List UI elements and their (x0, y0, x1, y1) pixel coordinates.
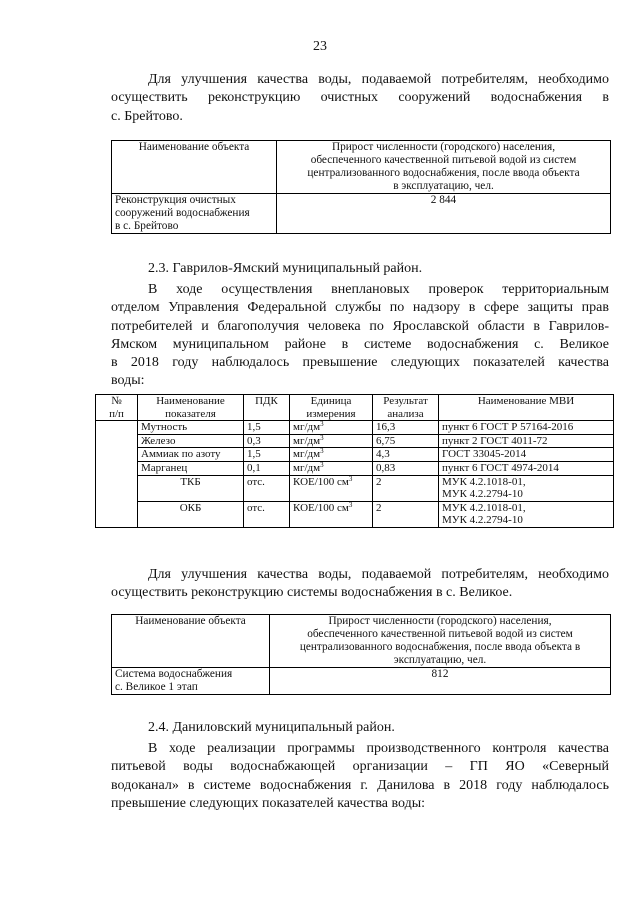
cell-unit (290, 448, 373, 462)
header-line: эксплуатацию, чел. (393, 654, 487, 666)
header-population-growth (277, 141, 611, 194)
header-indicator (138, 395, 244, 421)
cell-pdk: 0,1 (244, 461, 290, 475)
table-header-row (112, 141, 611, 194)
cell-unit (290, 461, 373, 475)
paragraph-velikoe (111, 566, 609, 603)
paragraph-line: Ямском муниципальном районе в системе водоснабжения с. Великое (111, 336, 609, 352)
header-line: Наименование (156, 395, 225, 407)
cell-line: с. Великое 1 этап (115, 681, 198, 693)
cell-unit (290, 421, 373, 435)
cell-object-name (112, 668, 270, 695)
paragraph-line: Для улучшения качества воды, подаваемой потребителям, необходимо (148, 567, 609, 582)
paragraph-line: В ходе осуществления внеплановых проверок территориальным (148, 282, 609, 297)
cell-indicator: Аммиак по азоту (138, 448, 244, 462)
cell-line: Система водоснабжения (115, 668, 233, 680)
paragraph-line: осуществить реконструкцию очистных сооружений водоснабжения в (111, 90, 609, 106)
header-line: в эксплуатацию, чел. (393, 180, 494, 192)
cell-object-name (112, 194, 277, 234)
cell-line: МУК 4.2.2794-10 (442, 488, 523, 501)
header-line: Прирост численности (городского) населения, (328, 615, 552, 627)
table-row (96, 421, 614, 435)
unit-text: КОЕ/100 см (293, 501, 349, 514)
unit-superscript: 3 (320, 447, 324, 456)
cell-line: в с. Брейтово (115, 220, 179, 232)
cell-number (96, 448, 138, 462)
header-line: анализа (387, 407, 424, 420)
header-line: Прирост численности (городского) населения, (331, 141, 556, 153)
header-population-growth (270, 615, 611, 668)
cell-result: 2 (373, 501, 439, 527)
table-velikoe (111, 614, 611, 695)
cell-indicator: ОКБ (138, 501, 244, 527)
paragraph-line: отделом Управления Федеральной службы по надзору в сфере защиты прав (111, 300, 609, 316)
header-line: № (111, 395, 122, 407)
header-line: обеспеченного качественной питьевой водой из систем (310, 154, 577, 166)
cell-population-value: 812 (270, 668, 611, 695)
table-row (96, 461, 614, 475)
table-breytovo (111, 140, 611, 234)
header-line: измерения (306, 407, 356, 420)
unit-superscript: 3 (320, 433, 324, 442)
header-line: Результат (383, 395, 428, 407)
cell-line: МУК 4.2.1018-01, (442, 501, 526, 514)
cell-pdk: 1,5 (244, 421, 290, 435)
section-heading-2-4: 2.4. Даниловский муниципальный район. (148, 720, 395, 735)
paragraph-breytovo (111, 71, 609, 126)
unit-superscript: 3 (320, 420, 324, 429)
paragraph-line: в 2018 году наблюдалось превышение следующих показателей качества (111, 355, 609, 371)
unit-superscript: 3 (348, 500, 353, 509)
cell-result: 2 (373, 475, 439, 501)
table-row (96, 501, 614, 527)
cell-pdk: отс. (244, 501, 290, 527)
section-heading-2-3: 2.3. Гаврилов-Ямский муниципальный район. (148, 261, 423, 276)
header-line: обеспеченного качественной питьевой водой из систем (307, 628, 573, 640)
cell-result: 6,75 (373, 434, 439, 448)
cell-method: пункт 6 ГОСТ 4974-2014 (439, 461, 614, 475)
cell-number (96, 501, 138, 527)
cell-unit (290, 434, 373, 448)
cell-indicator: Марганец (138, 461, 244, 475)
header-object-name: Наименование объекта (112, 615, 270, 668)
cell-unit (290, 501, 373, 527)
unit-text: мг/дм (293, 448, 321, 461)
cell-pdk: 1,5 (244, 448, 290, 462)
cell-line: МУК 4.2.1018-01, (442, 475, 526, 488)
header-result (373, 395, 439, 421)
unit-text: мг/дм (293, 434, 321, 447)
paragraph-line: воды: (111, 373, 145, 389)
unit-superscript: 3 (348, 474, 353, 483)
table-water-quality (95, 394, 614, 528)
cell-method (439, 475, 614, 501)
cell-method: пункт 6 ГОСТ Р 57164-2016 (439, 421, 614, 435)
cell-number (96, 475, 138, 501)
cell-method: ГОСТ 33045-2014 (439, 448, 614, 462)
cell-line: Реконструкция очистных (115, 194, 236, 206)
paragraph-line: превышение следующих показателей качества воды: (111, 795, 426, 811)
unit-text: мг/дм (293, 421, 321, 434)
table-header-row (112, 615, 611, 668)
table-row (96, 434, 614, 448)
table-row (96, 475, 614, 501)
cell-method: пункт 2 ГОСТ 4011-72 (439, 434, 614, 448)
unit-superscript: 3 (320, 460, 324, 469)
header-line: централизованного водоснабжения, после ввода объекта в (299, 641, 581, 653)
unit-text: мг/дм (293, 461, 321, 474)
cell-result: 0,83 (373, 461, 439, 475)
header-object-name: Наименование объекта (112, 141, 277, 194)
page-number: 23 (313, 39, 327, 54)
header-line: показателя (165, 407, 216, 420)
table-row (96, 448, 614, 462)
header-unit (290, 395, 373, 421)
cell-number (96, 421, 138, 435)
paragraph-line: с. Брейтово. (111, 108, 183, 124)
cell-number (96, 461, 138, 475)
paragraph-line: потребителей и благополучия человека по Ярославской области в Гаврилов- (111, 318, 609, 334)
paragraph-line: водоканал» в системе водоснабжения г. Данилова в 2018 году наблюдалось (111, 777, 609, 793)
paragraph-line: питьевой воды водоснабжающей организации – ГП ЯО «Северный (111, 759, 609, 775)
cell-indicator: Мутность (138, 421, 244, 435)
header-line: Единица (310, 395, 352, 407)
cell-indicator: ТКБ (138, 475, 244, 501)
header-line: п/п (109, 407, 124, 420)
table-row (112, 194, 611, 234)
paragraph-line: В ходе реализации программы производственного контроля качества (148, 741, 609, 756)
cell-pdk: отс. (244, 475, 290, 501)
cell-population-value: 2 844 (277, 194, 611, 234)
cell-result: 16,3 (373, 421, 439, 435)
header-pdk: ПДК (244, 395, 290, 421)
header-method: Наименование МВИ (439, 395, 614, 421)
cell-indicator: Железо (138, 434, 244, 448)
cell-line: сооружений водоснабжения (115, 207, 250, 219)
unit-text: КОЕ/100 см (293, 475, 349, 488)
paragraph-line: осуществить реконструкцию системы водоснабжения в с. Великое. (111, 585, 513, 601)
header-line: централизованного водоснабжения, после ввода объекта (307, 167, 580, 179)
table-header-row (96, 395, 614, 421)
cell-unit (290, 475, 373, 501)
cell-number (96, 434, 138, 448)
cell-result: 4,3 (373, 448, 439, 462)
cell-pdk: 0,3 (244, 434, 290, 448)
paragraph-gavrilov-yam (111, 281, 609, 391)
paragraph-danilov (111, 740, 609, 813)
header-number (96, 395, 138, 421)
paragraph-line: Для улучшения качества воды, подаваемой потребителям, необходимо (148, 72, 609, 87)
cell-method (439, 501, 614, 527)
cell-line: МУК 4.2.2794-10 (442, 514, 523, 527)
table-row (112, 668, 611, 695)
